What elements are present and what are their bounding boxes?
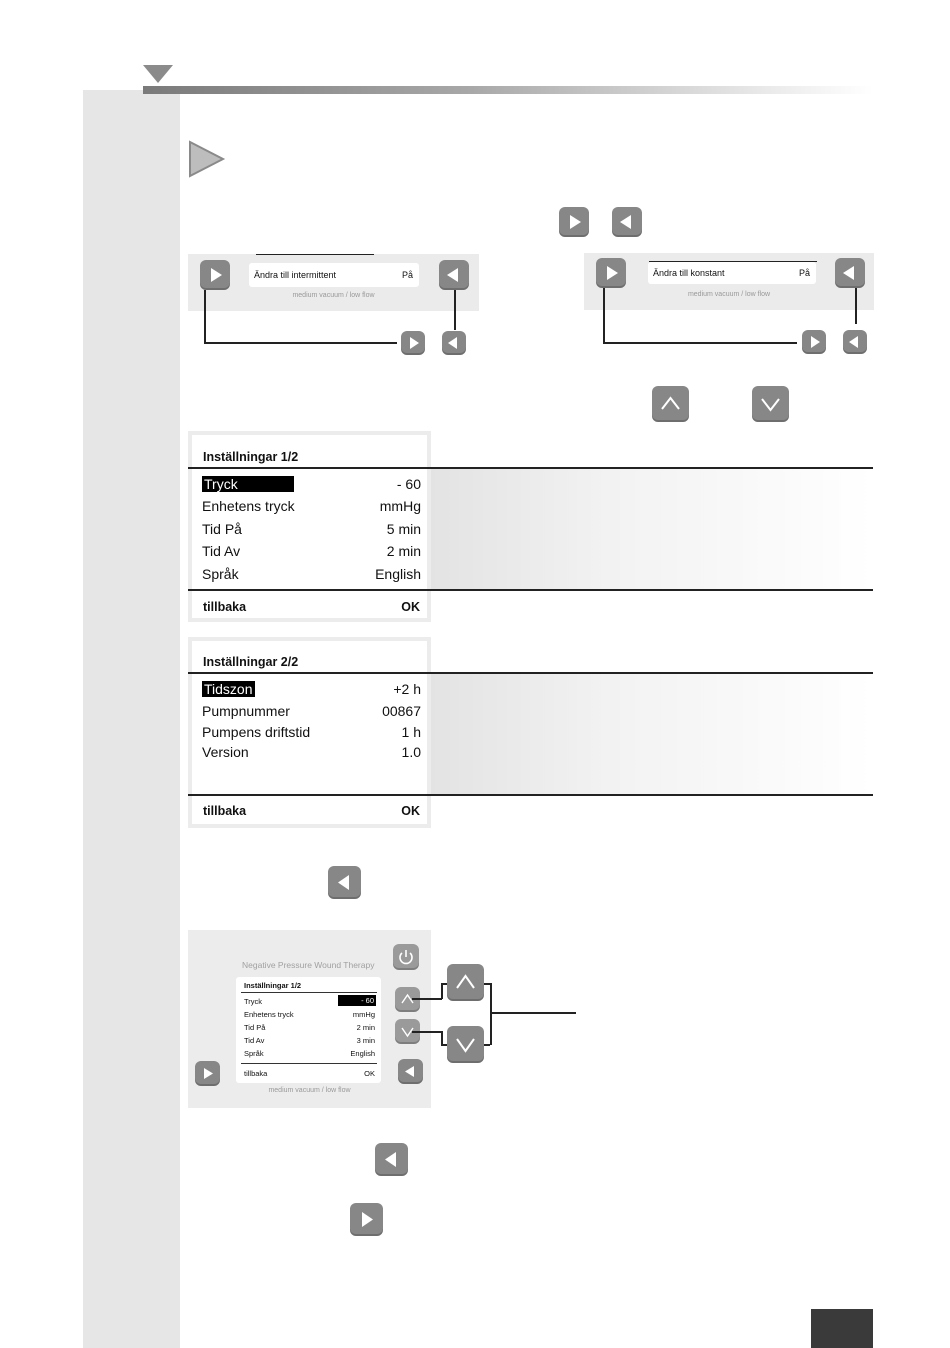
callout-line <box>441 983 443 999</box>
right-key-icon <box>350 1203 383 1236</box>
device-ok-label: OK <box>364 1069 375 1078</box>
row-label: Tidszon <box>204 681 253 697</box>
settings-row <box>202 703 421 722</box>
page-number-box <box>811 1309 873 1348</box>
settings-screen-1 <box>188 431 431 622</box>
screen-strip-intermittent <box>188 254 479 311</box>
right-key-icon <box>802 330 826 354</box>
device-screen <box>236 977 381 1083</box>
row-value: 00867 <box>382 703 421 719</box>
settings-row <box>202 521 421 540</box>
header-triangle-icon <box>143 65 173 83</box>
back-label: tillbaka <box>203 600 247 614</box>
settings-row <box>202 744 421 763</box>
device-row-value: English <box>350 1049 375 1058</box>
row-label: Enhetens tryck <box>202 498 295 514</box>
strip-left-key-icon <box>835 258 865 288</box>
screen-title: Inställningar 2/2 <box>203 655 299 669</box>
device-heading: Negative Pressure Wound Therapy <box>242 960 375 970</box>
row-label: Tid Av <box>202 543 241 559</box>
screen-strip-constant <box>584 253 874 310</box>
left-key-icon <box>375 1143 408 1176</box>
row-label: Språk <box>202 566 239 582</box>
strip-mode-text: medium vacuum / low flow <box>292 292 375 299</box>
divider-line <box>188 467 873 469</box>
strip-row <box>648 262 816 284</box>
left-key-icon <box>612 207 642 237</box>
section-triangle-icon <box>188 140 226 178</box>
callout-line <box>441 1044 447 1046</box>
device-mode-text: medium vacuum / low flow <box>268 1087 351 1094</box>
callout-line <box>204 290 206 343</box>
callout-line <box>603 342 797 344</box>
device-row-label: Enhetens tryck <box>244 1010 294 1019</box>
callout-line <box>491 1012 576 1014</box>
left-margin-band <box>83 90 180 1348</box>
down-key-icon <box>752 386 789 422</box>
up-key-icon <box>447 964 484 1001</box>
settings-screen-2 <box>188 637 431 828</box>
strip-label: Ändra till konstant <box>653 268 725 278</box>
header-rule <box>143 86 873 94</box>
device-row-value: 3 min <box>356 1036 375 1045</box>
callout-line <box>441 1031 443 1045</box>
gradient-band <box>431 468 873 590</box>
callout-bracket <box>484 1044 490 1046</box>
settings-row <box>202 724 421 743</box>
left-key-icon <box>328 866 361 899</box>
divider-line <box>188 589 873 591</box>
device-back-label: tillbaka <box>244 1069 268 1078</box>
screen-title: Inställningar 1/2 <box>203 450 299 464</box>
divider-line <box>188 794 873 796</box>
row-value: 1.0 <box>401 744 421 760</box>
row-value: 5 min <box>386 521 421 537</box>
row-value: English <box>375 566 421 582</box>
callout-bracket <box>490 983 492 1045</box>
device-row-value: 2 min <box>356 1023 375 1032</box>
ok-label: OK <box>401 804 420 818</box>
strip-row <box>249 263 419 287</box>
gradient-band <box>431 673 873 795</box>
device-up-key-icon <box>395 987 420 1012</box>
device-row-label: Tryck <box>244 997 263 1006</box>
screen-footer <box>203 804 420 818</box>
row-label: Tryck <box>202 476 294 492</box>
callout-line <box>204 342 397 344</box>
settings-row <box>202 543 421 562</box>
callout-line <box>412 1031 442 1033</box>
callout-line <box>603 288 605 343</box>
device-row-label: Språk <box>244 1049 264 1058</box>
left-key-icon <box>843 330 867 354</box>
power-icon <box>393 944 419 970</box>
device-row-label: Tid På <box>244 1023 266 1032</box>
device-screen-title: Inställningar 1/2 <box>244 981 302 990</box>
right-key-icon <box>559 207 589 237</box>
row-label: Pumpens driftstid <box>202 724 311 740</box>
settings-row <box>202 498 421 517</box>
ok-label: OK <box>401 600 420 614</box>
callout-line <box>855 288 857 324</box>
device-row-value: - 60 <box>338 995 376 1006</box>
callout-line <box>412 998 442 1000</box>
row-value: - 60 <box>396 476 421 492</box>
screen-footer <box>203 600 420 614</box>
row-value: 2 min <box>386 543 421 559</box>
device-row-value: mmHg <box>352 1010 375 1019</box>
row-value: 1 h <box>401 724 421 740</box>
strip-value: På <box>798 268 810 278</box>
callout-line <box>441 983 447 985</box>
device-left-key-icon <box>398 1059 423 1084</box>
right-key-icon <box>401 331 425 355</box>
settings-row <box>202 681 421 700</box>
strip-value: På <box>401 270 413 280</box>
row-label: Version <box>202 744 249 760</box>
back-label: tillbaka <box>203 804 247 818</box>
divider-line <box>188 672 873 674</box>
row-label: Tid På <box>202 521 242 537</box>
strip-right-key-icon <box>200 260 230 290</box>
strip-left-key-icon <box>439 260 469 290</box>
left-key-icon <box>442 331 466 355</box>
settings-row <box>202 566 421 585</box>
device-row-label: Tid Av <box>244 1036 265 1045</box>
down-key-icon <box>447 1026 484 1063</box>
strip-label: Ändra till intermittent <box>254 270 337 280</box>
strip-right-key-icon <box>596 258 626 288</box>
row-value: +2 h <box>393 681 421 697</box>
settings-row <box>202 476 421 495</box>
callout-line <box>454 290 456 330</box>
device-right-key-icon <box>195 1061 220 1086</box>
strip-mode-text: medium vacuum / low flow <box>687 291 771 298</box>
up-key-icon <box>652 386 689 422</box>
row-value: mmHg <box>379 498 421 514</box>
row-label: Pumpnummer <box>202 703 290 719</box>
